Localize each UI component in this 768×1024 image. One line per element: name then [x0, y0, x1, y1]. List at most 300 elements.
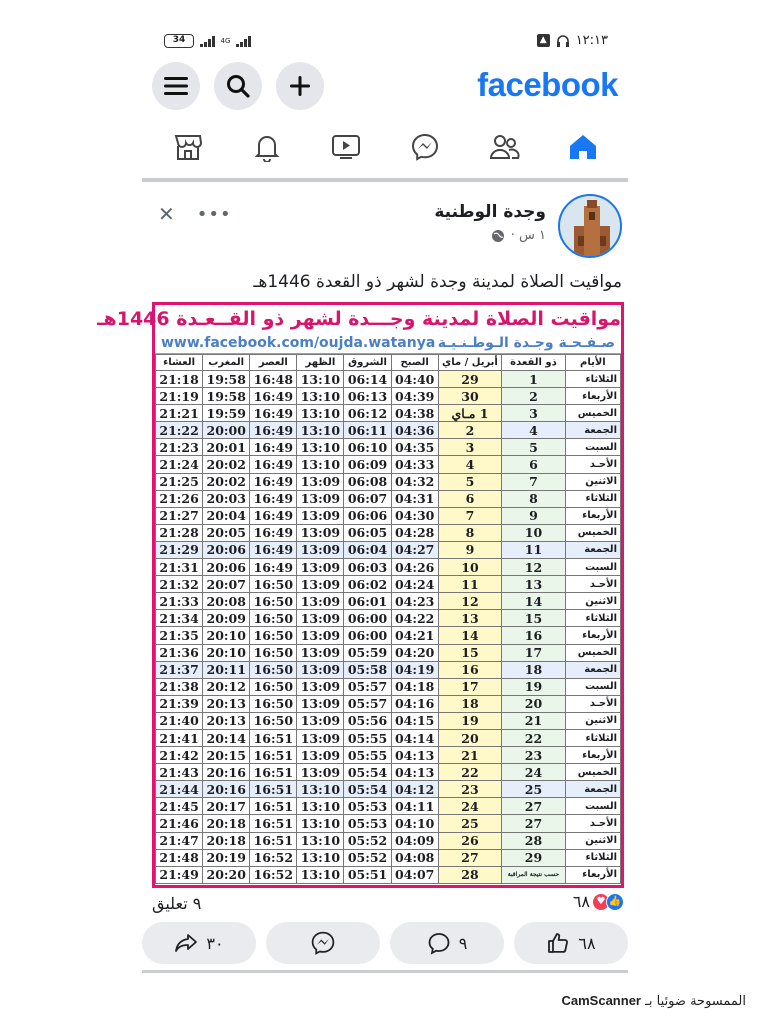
table-cell: 16:50 — [250, 593, 297, 610]
table-cell: 13:09 — [297, 661, 344, 678]
table-cell: 13:10 — [297, 781, 344, 798]
table-cell: 06:06 — [344, 507, 391, 524]
table-cell: 8 — [438, 524, 502, 541]
tab-video[interactable] — [321, 127, 371, 167]
table-row — [156, 456, 621, 473]
table-cell: 13:10 — [297, 849, 344, 866]
table-cell: 21:37 — [156, 661, 203, 678]
table-cell: 13:09 — [297, 729, 344, 746]
table-cell: 05:57 — [344, 695, 391, 712]
tab-marketplace[interactable] — [163, 127, 213, 167]
table-row — [156, 422, 621, 439]
table-cell: 23 — [438, 781, 502, 798]
table-row — [156, 866, 621, 883]
table-row — [156, 593, 621, 610]
table-cell: الأربعاء — [565, 627, 620, 644]
table-cell: 20:17 — [203, 798, 250, 815]
table-cell: 13:09 — [297, 627, 344, 644]
scanner-name: CamScanner — [561, 993, 641, 1008]
table-cell: 13:10 — [297, 798, 344, 815]
table-cell: الأحـد — [565, 815, 620, 832]
tab-home[interactable] — [558, 127, 608, 167]
table-cell: 16:51 — [250, 764, 297, 781]
table-cell: 21:40 — [156, 712, 203, 729]
table-row — [156, 764, 621, 781]
table-cell: 05:59 — [344, 644, 391, 661]
friends-icon — [488, 133, 520, 161]
table-row — [156, 729, 621, 746]
table-cell: 21 — [438, 747, 502, 764]
table-cell: 06:12 — [344, 405, 391, 422]
video-icon — [331, 134, 361, 160]
table-cell: 05:52 — [344, 832, 391, 849]
table-cell: السبت — [565, 559, 620, 576]
table-cell: 11 — [438, 576, 502, 593]
table-cell: 04:36 — [391, 422, 438, 439]
table-row — [156, 388, 621, 405]
table-cell: 21:39 — [156, 695, 203, 712]
table-cell: 16:50 — [250, 678, 297, 695]
table-header-cell: المغرب — [203, 355, 250, 371]
table-cell: السبت — [565, 798, 620, 815]
table-row — [156, 695, 621, 712]
upload-icon: ▲ — [537, 34, 550, 47]
table-cell: 21:31 — [156, 559, 203, 576]
table-cell: 21:48 — [156, 849, 203, 866]
battery-indicator: 34 — [164, 34, 194, 48]
table-cell: 06:13 — [344, 388, 391, 405]
table-cell: الأحـد — [565, 695, 620, 712]
table-cell: 04:31 — [391, 490, 438, 507]
post-bottom-divider — [142, 970, 628, 973]
table-cell: 13:09 — [297, 490, 344, 507]
table-cell: 20:11 — [203, 661, 250, 678]
table-body — [156, 371, 621, 884]
table-cell: 04:38 — [391, 405, 438, 422]
table-cell: 20:08 — [203, 593, 250, 610]
table-row — [156, 644, 621, 661]
table-cell: 13:10 — [297, 371, 344, 388]
table-cell: 21:41 — [156, 729, 203, 746]
table-cell: 04:16 — [391, 695, 438, 712]
table-cell: 18 — [438, 695, 502, 712]
table-cell: 16:51 — [250, 729, 297, 746]
table-cell: 16:51 — [250, 815, 297, 832]
table-row — [156, 747, 621, 764]
clock: ١٢:١٣ — [575, 33, 608, 48]
table-cell: 16:49 — [250, 405, 297, 422]
table-cell: 17 — [438, 678, 502, 695]
table-row — [156, 798, 621, 815]
table-cell: 04:13 — [391, 747, 438, 764]
table-cell: 12 — [502, 559, 566, 576]
table-cell: 06:09 — [344, 456, 391, 473]
table-row — [156, 576, 621, 593]
table-cell: السبت — [565, 678, 620, 695]
table-cell: 5 — [502, 439, 566, 456]
table-cell: 11 — [502, 541, 566, 558]
table-cell: 29 — [438, 371, 502, 388]
table-cell: 06:00 — [344, 610, 391, 627]
table-cell: 20:16 — [203, 764, 250, 781]
prayer-times-table — [155, 354, 621, 884]
table-cell: 16:50 — [250, 627, 297, 644]
table-cell: الثلاثاء — [565, 610, 620, 627]
comment-icon — [427, 931, 451, 955]
table-cell: 10 — [502, 524, 566, 541]
table-cell: 05:54 — [344, 764, 391, 781]
table-cell: 04:22 — [391, 610, 438, 627]
table-cell: 21:44 — [156, 781, 203, 798]
table-cell: 16:51 — [250, 781, 297, 798]
table-cell: الخميس — [565, 524, 620, 541]
table-cell: 20 — [502, 695, 566, 712]
table-cell: 21:36 — [156, 644, 203, 661]
table-cell: 05:54 — [344, 781, 391, 798]
table-cell: 04:24 — [391, 576, 438, 593]
table-cell: الاثنين — [565, 593, 620, 610]
table-cell: 20:20 — [203, 866, 250, 883]
thumbs-up-icon — [546, 931, 570, 955]
table-cell: 16:49 — [250, 439, 297, 456]
table-cell: 05:56 — [344, 712, 391, 729]
table-row — [156, 439, 621, 456]
table-cell: 04:09 — [391, 832, 438, 849]
table-cell: 06:07 — [344, 490, 391, 507]
like-reaction-icon: 👍 — [606, 893, 624, 911]
table-cell: 21:45 — [156, 798, 203, 815]
table-cell: 1 — [502, 371, 566, 388]
table-cell: 13:09 — [297, 593, 344, 610]
table-cell: 04:27 — [391, 541, 438, 558]
table-cell: 13:10 — [297, 866, 344, 883]
post-caption: مواقيت الصلاة لمدينة وجدة لشهر ذو القعدة 1446هـ — [253, 272, 622, 292]
table-cell: 21:49 — [156, 866, 203, 883]
table-cell: 9 — [438, 541, 502, 558]
table-cell: 13:09 — [297, 610, 344, 627]
table-row — [156, 661, 621, 678]
table-cell: 16:50 — [250, 712, 297, 729]
table-row — [156, 678, 621, 695]
table-cell: 13:10 — [297, 422, 344, 439]
phone-screen — [97, 22, 628, 977]
tab-messenger[interactable] — [400, 127, 450, 167]
close-icon[interactable]: ✕ — [158, 202, 175, 226]
table-cell: 2 — [438, 422, 502, 439]
table-cell: 10 — [438, 559, 502, 576]
table-cell: 19 — [502, 678, 566, 695]
table-cell: 13:09 — [297, 559, 344, 576]
table-cell: 22 — [502, 729, 566, 746]
table-cell: 7 — [438, 507, 502, 524]
table-header-cell: الأيام — [565, 355, 620, 371]
table-cell: 04:13 — [391, 764, 438, 781]
table-cell: 18 — [502, 661, 566, 678]
table-cell: الثلاثاء — [565, 729, 620, 746]
table-cell: الخميس — [565, 405, 620, 422]
signal-icon-2 — [236, 35, 251, 47]
status-bar — [142, 22, 628, 62]
table-cell: 05:53 — [344, 815, 391, 832]
table-cell: 13:09 — [297, 473, 344, 490]
love-reaction-icon: ♥ — [592, 893, 610, 911]
table-cell: الأربعاء — [565, 507, 620, 524]
table-cell: 20:15 — [203, 747, 250, 764]
table-cell: 25 — [502, 781, 566, 798]
table-cell: 13:10 — [297, 832, 344, 849]
table-cell: الأربعاء — [565, 866, 620, 883]
table-cell: 13:09 — [297, 695, 344, 712]
table-cell: 05:57 — [344, 678, 391, 695]
table-cell: 16:49 — [250, 473, 297, 490]
table-header-cell: الصبح — [391, 355, 438, 371]
menu-button[interactable] — [152, 62, 200, 110]
page-name[interactable]: وجدة الوطنية — [434, 202, 546, 222]
table-row — [156, 559, 621, 576]
table-cell: 29 — [502, 849, 566, 866]
post-counts — [150, 892, 626, 916]
scanner-prefix: الممسوحة ضوئيا بـ — [645, 994, 746, 1009]
table-cell: 13:09 — [297, 644, 344, 661]
table-cell: 20:16 — [203, 781, 250, 798]
table-cell: 7 — [502, 473, 566, 490]
table-cell: الجمعة — [565, 661, 620, 678]
table-subtitle — [155, 333, 621, 354]
table-cell: 04:18 — [391, 678, 438, 695]
table-cell: 04:33 — [391, 456, 438, 473]
top-header — [142, 62, 628, 110]
table-cell: 16:52 — [250, 849, 297, 866]
table-cell: 16 — [438, 661, 502, 678]
table-cell: 20:02 — [203, 473, 250, 490]
table-cell: الجمعة — [565, 781, 620, 798]
table-cell: 17 — [502, 644, 566, 661]
table-cell: 21:29 — [156, 541, 203, 558]
table-cell: 20:05 — [203, 524, 250, 541]
like-button[interactable] — [514, 922, 628, 964]
table-row — [156, 815, 621, 832]
tab-notifications[interactable] — [242, 127, 292, 167]
table-row — [156, 405, 621, 422]
table-cell: 04:32 — [391, 473, 438, 490]
create-button[interactable] — [276, 62, 324, 110]
messenger-icon — [410, 132, 440, 162]
table-cell: الأربعاء — [565, 747, 620, 764]
table-cell: 16:51 — [250, 747, 297, 764]
table-cell: 21:28 — [156, 524, 203, 541]
share-count: ٣٠ — [206, 933, 224, 953]
table-cell: 13:10 — [297, 388, 344, 405]
table-cell: 21:47 — [156, 832, 203, 849]
table-cell: 16:49 — [250, 490, 297, 507]
table-cell: 30 — [438, 388, 502, 405]
table-cell: 04:19 — [391, 661, 438, 678]
table-row — [156, 371, 621, 388]
post-meta — [491, 228, 546, 243]
table-cell: 27 — [438, 849, 502, 866]
table-cell: 21:21 — [156, 405, 203, 422]
table-cell: 06:03 — [344, 559, 391, 576]
table-cell: 24 — [438, 798, 502, 815]
table-cell: 9 — [502, 507, 566, 524]
table-cell: 13:09 — [297, 524, 344, 541]
table-cell: 05:55 — [344, 729, 391, 746]
table-cell: 05:55 — [344, 747, 391, 764]
table-cell: 13 — [438, 610, 502, 627]
table-cell: 05:52 — [344, 849, 391, 866]
table-cell: 19:59 — [203, 405, 250, 422]
table-cell: 21:22 — [156, 422, 203, 439]
tab-friends[interactable] — [479, 127, 529, 167]
table-cell: 14 — [502, 593, 566, 610]
table-cell: 20:18 — [203, 815, 250, 832]
table-row — [156, 712, 621, 729]
table-header-row — [156, 355, 621, 371]
table-cell: الثلاثاء — [565, 849, 620, 866]
table-cell: 04:23 — [391, 593, 438, 610]
table-cell: 6 — [502, 456, 566, 473]
table-cell: 20:19 — [203, 849, 250, 866]
home-icon — [568, 133, 598, 161]
table-cell: 04:11 — [391, 798, 438, 815]
table-cell: 06:11 — [344, 422, 391, 439]
table-cell: 12 — [438, 593, 502, 610]
table-cell: 13:09 — [297, 678, 344, 695]
table-cell: 20:18 — [203, 832, 250, 849]
table-cell: 04:30 — [391, 507, 438, 524]
table-cell: 13:10 — [297, 439, 344, 456]
table-cell: 23 — [502, 747, 566, 764]
table-cell: 13:10 — [297, 815, 344, 832]
globe-icon — [491, 229, 505, 243]
table-cell: 28 — [502, 832, 566, 849]
table-cell: 21:43 — [156, 764, 203, 781]
table-cell: 20:13 — [203, 695, 250, 712]
table-cell: 16:49 — [250, 388, 297, 405]
table-cell: الخميس — [565, 644, 620, 661]
table-cell: 16:50 — [250, 644, 297, 661]
plus-icon — [289, 75, 311, 97]
table-cell: 20 — [438, 729, 502, 746]
table-cell: 21:27 — [156, 507, 203, 524]
facebook-logo[interactable]: facebook — [477, 66, 618, 103]
nav-divider — [142, 178, 628, 182]
table-cell: 21:23 — [156, 439, 203, 456]
table-cell: الثلاثاء — [565, 371, 620, 388]
reactions-count: ٦٨ — [572, 892, 590, 911]
table-page-label: صـفـحـة وجـدة الـوطـنـيـة — [437, 335, 615, 351]
search-button[interactable] — [214, 62, 262, 110]
table-header-cell: الشروق — [344, 355, 391, 371]
table-cell: 13:09 — [297, 507, 344, 524]
table-cell: 16:50 — [250, 661, 297, 678]
table-cell: 21:32 — [156, 576, 203, 593]
table-cell: الجمعة — [565, 541, 620, 558]
table-cell: 16:49 — [250, 559, 297, 576]
table-cell: 16:49 — [250, 507, 297, 524]
table-cell: 13:10 — [297, 405, 344, 422]
table-cell: 04:07 — [391, 866, 438, 883]
comment-count: ٩ — [458, 933, 468, 953]
table-cell: الاثنين — [565, 473, 620, 490]
table-cell: 2 — [502, 388, 566, 405]
table-cell: 16:50 — [250, 695, 297, 712]
table-cell: 06:02 — [344, 576, 391, 593]
table-cell: 16:51 — [250, 832, 297, 849]
table-row — [156, 473, 621, 490]
table-row — [156, 490, 621, 507]
table-cell: 4 — [438, 456, 502, 473]
comment-button[interactable] — [390, 922, 504, 964]
table-cell: 16:49 — [250, 456, 297, 473]
table-cell: 21:35 — [156, 627, 203, 644]
table-cell: 19 — [438, 712, 502, 729]
table-cell: 19:58 — [203, 371, 250, 388]
nav-tabs — [142, 122, 628, 172]
hamburger-icon — [164, 76, 188, 96]
table-cell: 19:58 — [203, 388, 250, 405]
table-cell: 27 — [502, 815, 566, 832]
table-cell: 21 — [502, 712, 566, 729]
table-row — [156, 849, 621, 866]
share-button[interactable] — [142, 922, 256, 964]
table-cell: الأحـد — [565, 576, 620, 593]
table-row — [156, 507, 621, 524]
table-cell: 20:01 — [203, 439, 250, 456]
table-cell: 1 مـاي — [438, 405, 502, 422]
table-cell: الجمعة — [565, 422, 620, 439]
table-cell: 20:00 — [203, 422, 250, 439]
prayer-times-image[interactable] — [97, 302, 624, 888]
table-cell: 20:06 — [203, 541, 250, 558]
signal-icon — [200, 35, 215, 47]
table-cell: 04:40 — [391, 371, 438, 388]
table-cell: 06:10 — [344, 439, 391, 456]
send-button[interactable] — [266, 922, 380, 964]
table-cell: 16:49 — [250, 422, 297, 439]
table-cell: 04:10 — [391, 815, 438, 832]
table-cell: 13:09 — [297, 576, 344, 593]
table-cell: 04:21 — [391, 627, 438, 644]
reactions-summary[interactable] — [573, 892, 624, 911]
camscanner-watermark — [562, 993, 747, 1009]
table-cell: 5 — [438, 473, 502, 490]
table-header-cell: الظهر — [297, 355, 344, 371]
table-cell: 20:09 — [203, 610, 250, 627]
page-avatar[interactable] — [558, 194, 622, 258]
network-label: 4G — [220, 37, 231, 45]
comments-count[interactable]: ٩ تعليق — [152, 894, 202, 913]
table-cell: 25 — [438, 815, 502, 832]
table-cell: 3 — [438, 439, 502, 456]
more-options-icon[interactable]: ••• — [196, 203, 232, 225]
table-cell: 15 — [502, 610, 566, 627]
bell-icon — [253, 132, 281, 162]
table-row — [156, 524, 621, 541]
search-icon — [225, 73, 251, 99]
marketplace-icon — [173, 133, 203, 161]
table-cell: 06:14 — [344, 371, 391, 388]
table-cell: 21:25 — [156, 473, 203, 490]
table-cell: الاثنين — [565, 712, 620, 729]
table-title: مواقيت الصلاة لمدينة وجـــدة لشهر ذو القــعـدة 1446هـ — [97, 308, 621, 330]
table-cell: 21:33 — [156, 593, 203, 610]
table-cell: السبت — [565, 439, 620, 456]
table-cell: 24 — [502, 764, 566, 781]
table-header-cell: العصر — [250, 355, 297, 371]
table-row — [156, 610, 621, 627]
table-cell: 6 — [438, 490, 502, 507]
